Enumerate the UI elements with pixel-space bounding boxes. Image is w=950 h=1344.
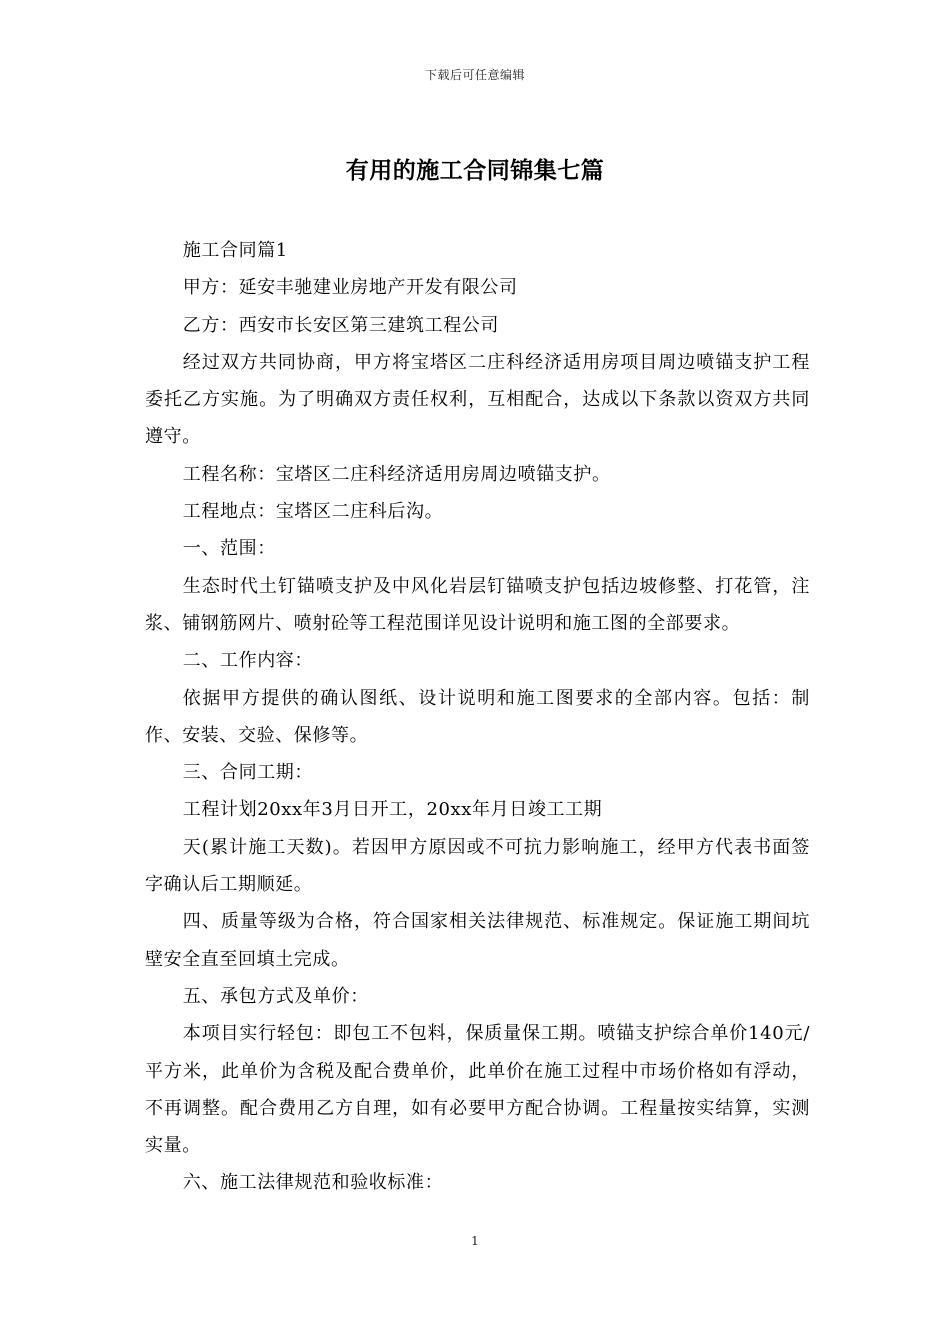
paragraph-clause-1-heading: 一、范围： [182,538,276,560]
paragraph-clause-6-heading: 六、施工法律规范和验收标准： [182,1172,444,1194]
paragraph-clause-1-body: 生态时代土钉锚喷支护及中风化岩层钉锚喷支护包括边坡修整、打花管，注浆、铺钢筋网片、喷射砼等工程范围详见设计说明和施工图的全部要求。 [145,575,810,634]
paragraph-clause-4: 四、质量等级为合格，符合国家相关法律规范、标准规定。保证施工期间坑壁安全直至回填土完成。 [145,911,810,970]
paragraph-clause-3-schedule: 工程计划20xx年3月日开工，20xx年月日竣工工期 [182,799,603,821]
paragraph-clause-3-heading: 三、合同工期： [182,762,313,784]
paragraph-party-b: 乙方：西安市长安区第三建筑工程公司 [182,314,499,336]
paragraph-clause-5-body: 本项目实行轻包：即包工不包料，保质量保工期。喷锚支护综合单价140元/平方米，此单价为含税及配合费单价，此单价在施工过程中市场价格如有浮动，不再调整。配合费用乙方自理，如有必要甲方配合协调。工程量按实结算，实测实量。 [145,1023,810,1157]
paragraph-project-name: 工程名称：宝塔区二庄科经济适用房周边喷锚支护。 [182,463,611,485]
paragraph-clause-2-heading: 二、工作内容： [182,650,313,672]
document-title: 有用的施工合同锦集七篇 [345,157,605,184]
document-body [145,232,810,1202]
paragraph-clause-3-extension: 天(累计施工天数)。若因甲方原因或不可抗力影响施工，经甲方代表书面签字确认后工期顺延。 [145,836,810,896]
page-header-note: 下载后可任意编辑 [424,68,525,82]
paragraph-party-a: 甲方：延安丰驰建业房地产开发有限公司 [182,277,518,299]
page-number: 1 [471,1234,479,1248]
paragraph-project-location: 工程地点：宝塔区二庄科后沟。 [182,501,444,523]
paragraph-clause-5-heading: 五、承包方式及单价： [182,985,369,1007]
paragraph-section-heading: 施工合同篇1 [182,240,288,261]
paragraph-preamble: 经过双方共同协商，甲方将宝塔区二庄科经济适用房项目周边喷锚支护工程委托乙方实施。为了明确双方责任权利，互相配合，达成以下条款以资双方共同遵守。 [145,351,810,448]
paragraph-clause-2-body: 依据甲方提供的确认图纸、设计说明和施工图要求的全部内容。包括：制作、安装、交验、保修等。 [145,687,810,746]
